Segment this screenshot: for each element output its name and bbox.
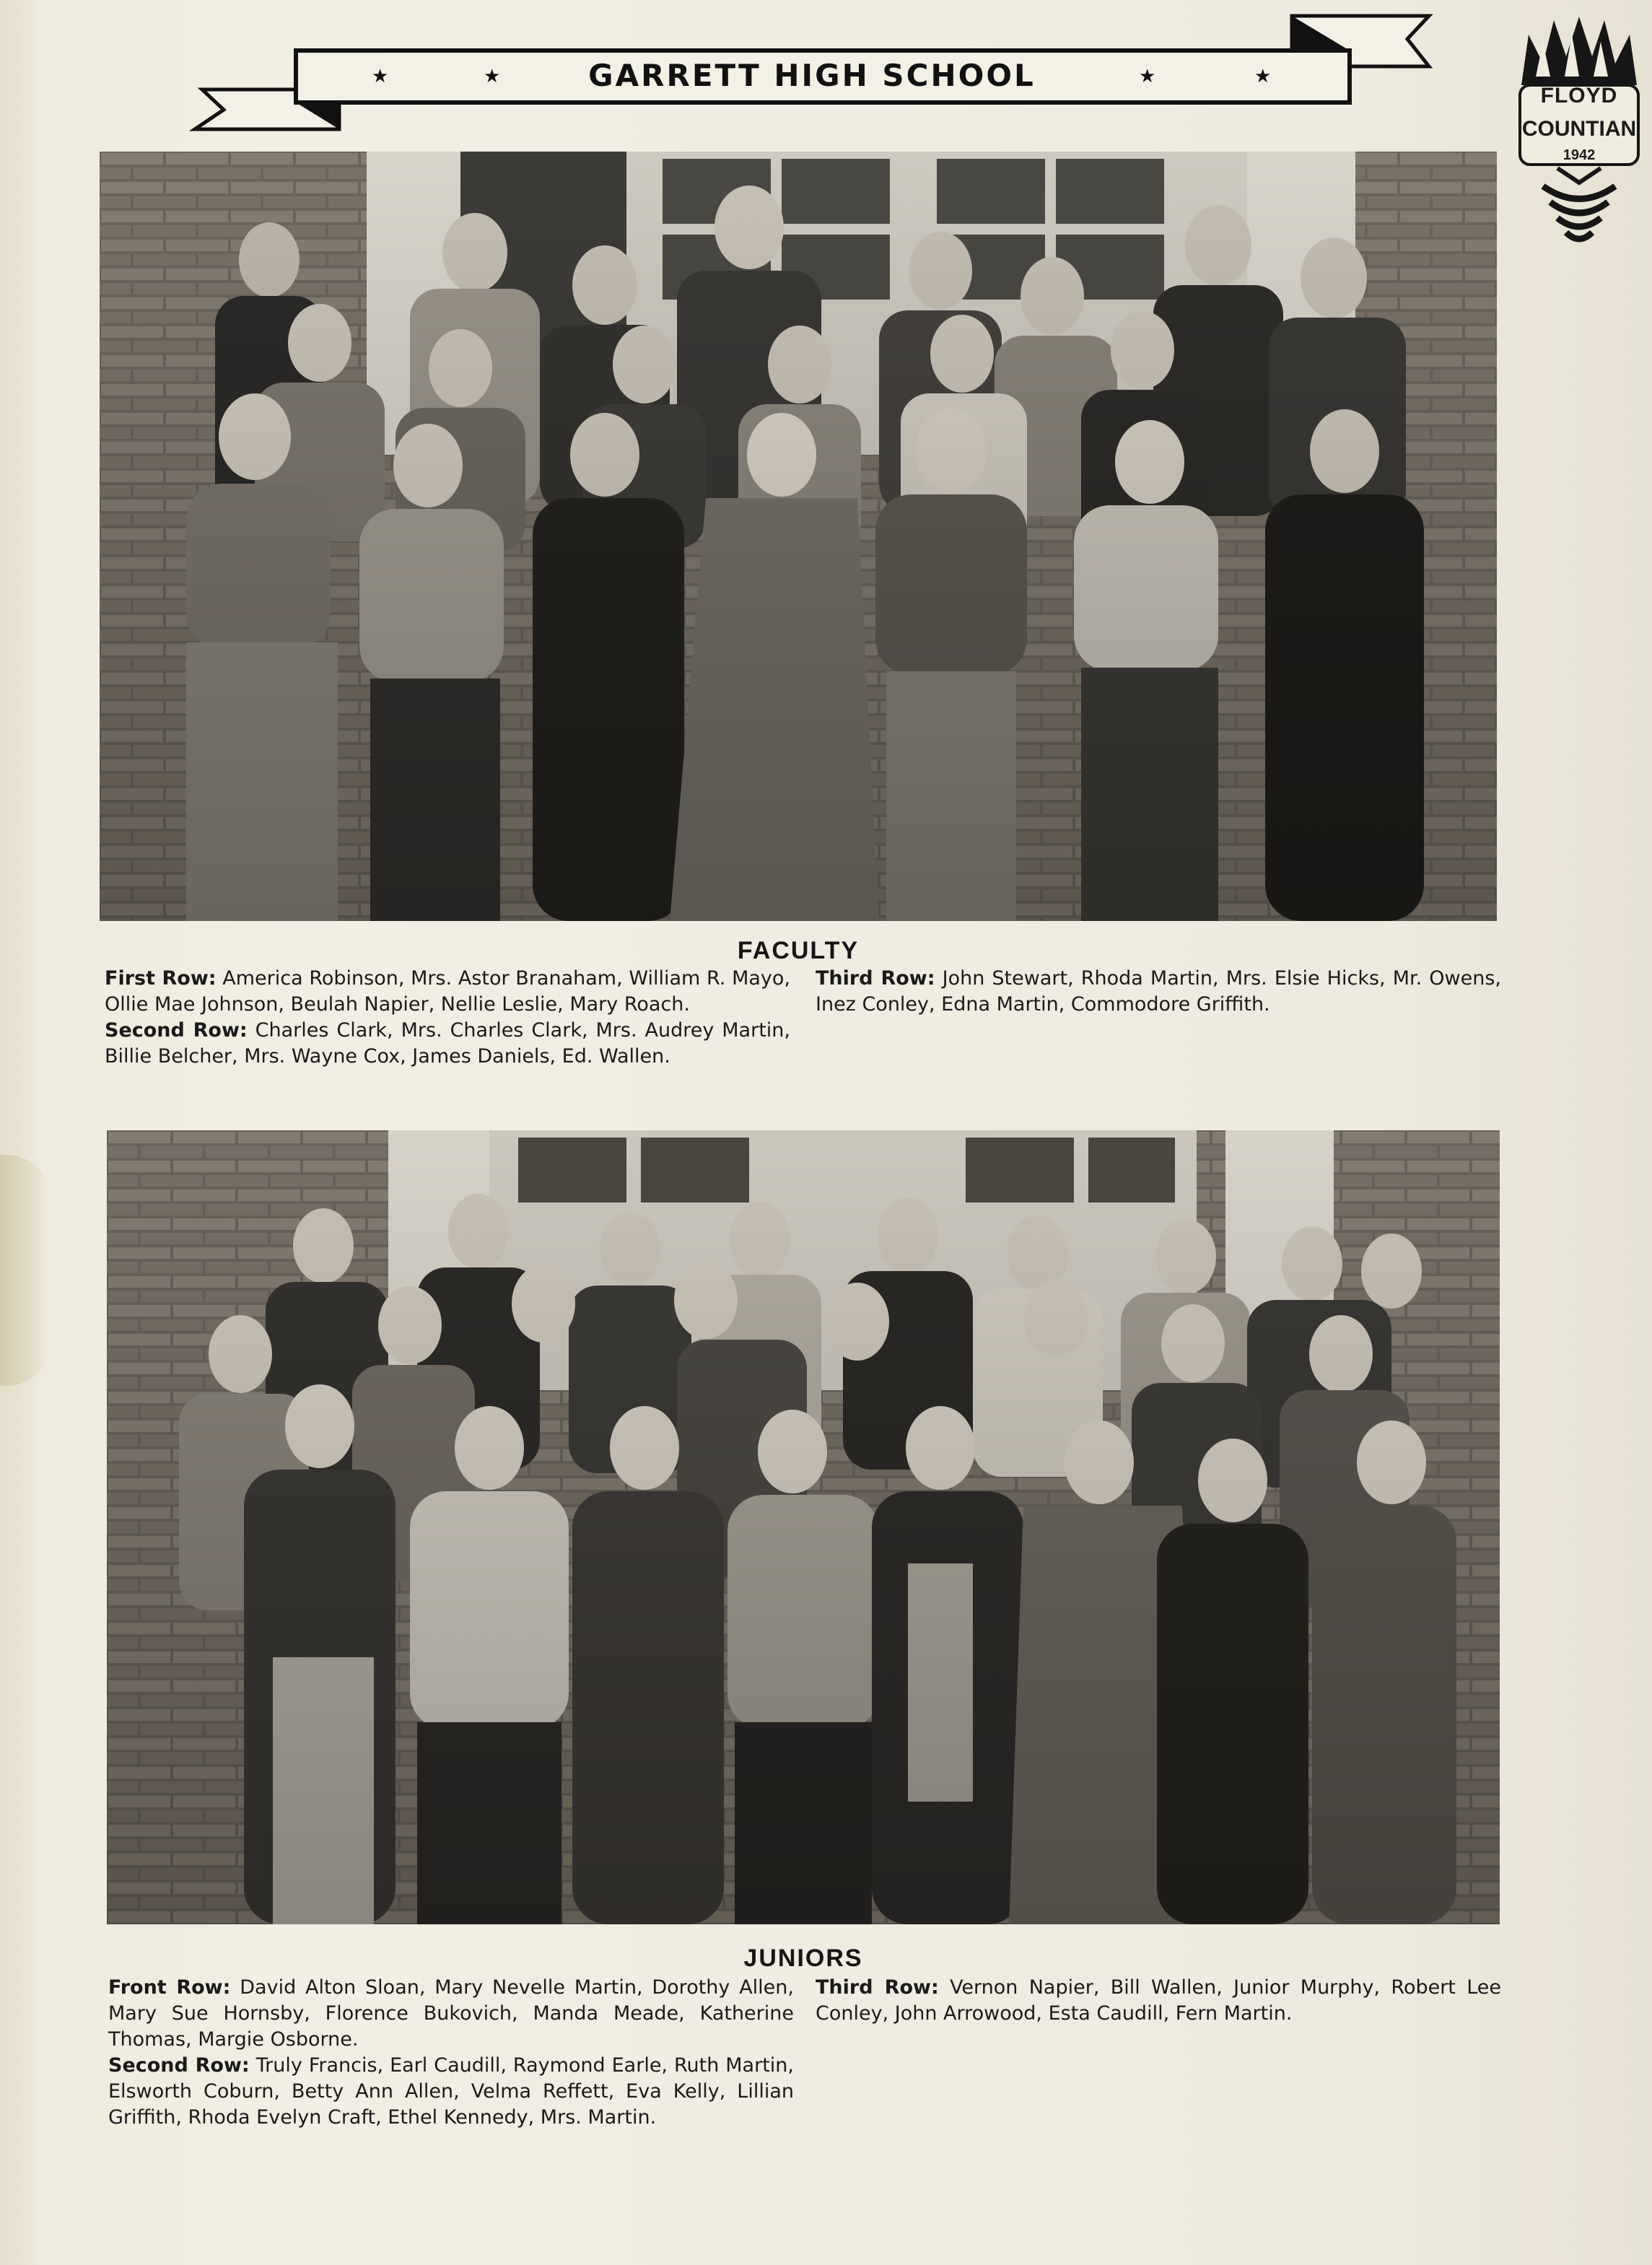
juniors-front-row-names: David Alton Sloan, Mary Nevelle Martin, Dorothy Allen, Mary Sue Hornsby, Florence Bukovich, Manda Meade, Katherine Thomas, Margie Osborne. — [108, 1976, 794, 2051]
juniors-third-row-names: Vernon Napier, Bill Wallen, Junior Murphy, Robert Lee Conley, John Arrowood, Esta Caudill, Fern Martin. — [816, 1976, 1501, 2025]
juniors-caption — [108, 1975, 1501, 2129]
faculty-second-row-names: Charles Clark, Mrs. Charles Clark, Mrs. Audrey Martin, Billie Belcher, Mrs. Wayne Cox, James Daniels, Ed. Wallen. — [105, 1019, 790, 1068]
star-icon: ★ — [1254, 65, 1272, 87]
header-banner — [188, 10, 1436, 133]
faculty-photo — [100, 152, 1497, 921]
juniors-second-row-names: Truly Francis, Earl Caudill, Raymond Earle, Ruth Martin, Elsworth Coburn, Betty Ann Allen, Velma Reffett, Eva Kelly, Lillian Griffith, Rhoda Evelyn Craft, Ethel Kennedy, Mrs. Martin. — [108, 2054, 794, 2129]
star-icon: ★ — [372, 65, 389, 87]
faculty-first-row-names: America Robinson, Mrs. Astor Branaham, William R. Mayo, Ollie Mae Johnson, Beulah Napier, Nellie Leslie, Mary Roach. — [105, 967, 790, 1016]
juniors-title: JUNIORS — [743, 1945, 863, 1972]
faculty-third-row-label: Third Row: — [816, 967, 935, 990]
logo-text-countian: COUNTIAN — [1521, 117, 1637, 141]
star-icon: ★ — [1139, 65, 1156, 87]
star-icon: ★ — [484, 65, 501, 87]
juniors-photo — [107, 1130, 1500, 1924]
torn-page-edge — [0, 1155, 51, 1386]
faculty-first-row-label: First Row: — [105, 967, 217, 990]
juniors-second-row-label: Second Row: — [108, 2054, 250, 2077]
faculty-title: FACULTY — [737, 937, 860, 964]
juniors-front-row-label: Front Row: — [108, 1976, 231, 1999]
juniors-third-row-label: Third Row: — [816, 1976, 939, 1999]
logo-text-floyd: FLOYD — [1540, 84, 1618, 108]
faculty-third-row-names: John Stewart, Rhoda Martin, Mrs. Elsie Hicks, Mr. Owens, Inez Conley, Edna Martin, Commodore Griffith. — [816, 967, 1501, 1016]
faculty-caption — [105, 966, 1502, 1081]
logo-year: 1942 — [1563, 147, 1596, 163]
floyd-countian-logo — [1514, 13, 1644, 258]
school-name: GARRETT HIGH SCHOOL — [588, 58, 1036, 93]
faculty-second-row-label: Second Row: — [105, 1019, 248, 1042]
